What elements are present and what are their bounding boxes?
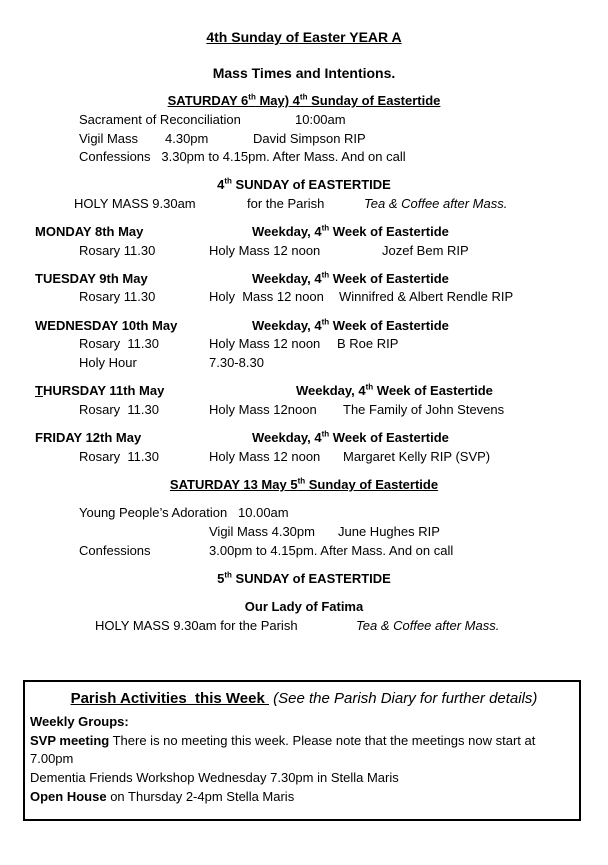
saturday-6-heading: SATURDAY 6th May) 4th Sunday of Eastertide [167, 92, 441, 108]
thursday-week: Weekday, 4th Week of Eastertide [296, 382, 493, 398]
thursday-day: THURSDAY 11th May [35, 383, 165, 398]
page-subtitle: Mass Times and Intentions. [212, 65, 396, 81]
weekly-groups-label: Weekly Groups: [30, 714, 129, 729]
sunday-4-intention: for the Parish [247, 196, 325, 211]
sunday-5-heading: 5th SUNDAY of EASTERTIDE [217, 570, 391, 586]
dementia-line: Dementia Friends Workshop Wednesday 7.30pm in Stella Maris [30, 770, 399, 785]
vigil-time: 4.30pm [165, 131, 209, 146]
vigil-intention: David Simpson RIP [253, 131, 366, 146]
svp-line: SVP meeting There is no meeting this week. Please note that the meetings now start at [30, 733, 536, 748]
thursday-rosary: Rosary 11.30 [79, 402, 159, 417]
friday-intention: Margaret Kelly RIP (SVP) [343, 449, 491, 464]
sunday-5-note: Tea & Coffee after Mass. [356, 618, 500, 633]
monday-mass: Holy Mass 12 noon [209, 243, 321, 258]
vigil-label: Vigil Mass [79, 131, 139, 146]
saturday-13-intention: June Hughes RIP [338, 524, 440, 539]
sunday-4-heading: 4th SUNDAY of EASTERTIDE [217, 176, 391, 192]
page-title: 4th Sunday of Easter YEAR A [206, 29, 402, 45]
holy-hour-label: Holy Hour [79, 355, 137, 370]
adoration-line: Young People’s Adoration 10.00am [79, 505, 289, 520]
saturday-13-heading: SATURDAY 13 May 5th Sunday of Eastertide [169, 476, 439, 492]
saturday-13-confessions-text: 3.00pm to 4.15pm. After Mass. And on call [209, 543, 454, 558]
friday-week: Weekday, 4th Week of Eastertide [252, 429, 449, 445]
monday-week: Weekday, 4th Week of Eastertide [252, 223, 449, 239]
holy-hour-time: 7.30-8.30 [209, 355, 264, 370]
monday-rosary: Rosary 11.30 [79, 243, 156, 258]
tuesday-week: Weekday, 4th Week of Eastertide [252, 270, 449, 286]
tuesday-intention: Winnifred & Albert Rendle RIP [339, 289, 514, 304]
tuesday-rosary: Rosary 11.30 [79, 289, 156, 304]
open-house-line: Open House on Thursday 2-4pm Stella Maris [30, 789, 295, 804]
wednesday-week: Weekday, 4th Week of Eastertide [252, 317, 449, 333]
wednesday-intention: B Roe RIP [337, 336, 399, 351]
reconciliation-time: 10:00am [295, 112, 346, 127]
friday-rosary: Rosary 11.30 [79, 449, 159, 464]
wednesday-rosary: Rosary 11.30 [79, 336, 159, 351]
confessions-line: Confessions 3.30pm to 4.15pm. After Mass. And on call [79, 149, 406, 164]
saturday-13-vigil: Vigil Mass 4.30pm [209, 524, 315, 539]
friday-day: FRIDAY 12th May [35, 430, 142, 445]
sunday-5-mass: HOLY MASS 9.30am for the Parish [95, 618, 298, 633]
tuesday-mass: Holy Mass 12 noon [209, 289, 324, 304]
wednesday-mass: Holy Mass 12 noon [209, 336, 321, 351]
tuesday-day: TUESDAY 9th May [35, 271, 148, 286]
activities-heading: Parish Activities this Week (See the Parish Diary for further details) [70, 690, 538, 707]
svp-line-2: 7.00pm [30, 751, 74, 766]
sunday-5-feast: Our Lady of Fatima [244, 599, 364, 614]
wednesday-day: WEDNESDAY 10th May [35, 318, 178, 333]
friday-mass: Holy Mass 12 noon [209, 449, 321, 464]
monday-intention: Jozef Bem RIP [382, 243, 469, 258]
reconciliation-label: Sacrament of Reconciliation [79, 112, 241, 127]
saturday-13-confessions-label: Confessions [79, 543, 151, 558]
thursday-intention: The Family of John Stevens [343, 402, 505, 417]
sunday-4-mass: HOLY MASS 9.30am [74, 196, 196, 211]
sunday-4-note: Tea & Coffee after Mass. [364, 196, 508, 211]
thursday-mass: Holy Mass 12noon [209, 402, 317, 417]
monday-day: MONDAY 8th May [35, 224, 144, 239]
